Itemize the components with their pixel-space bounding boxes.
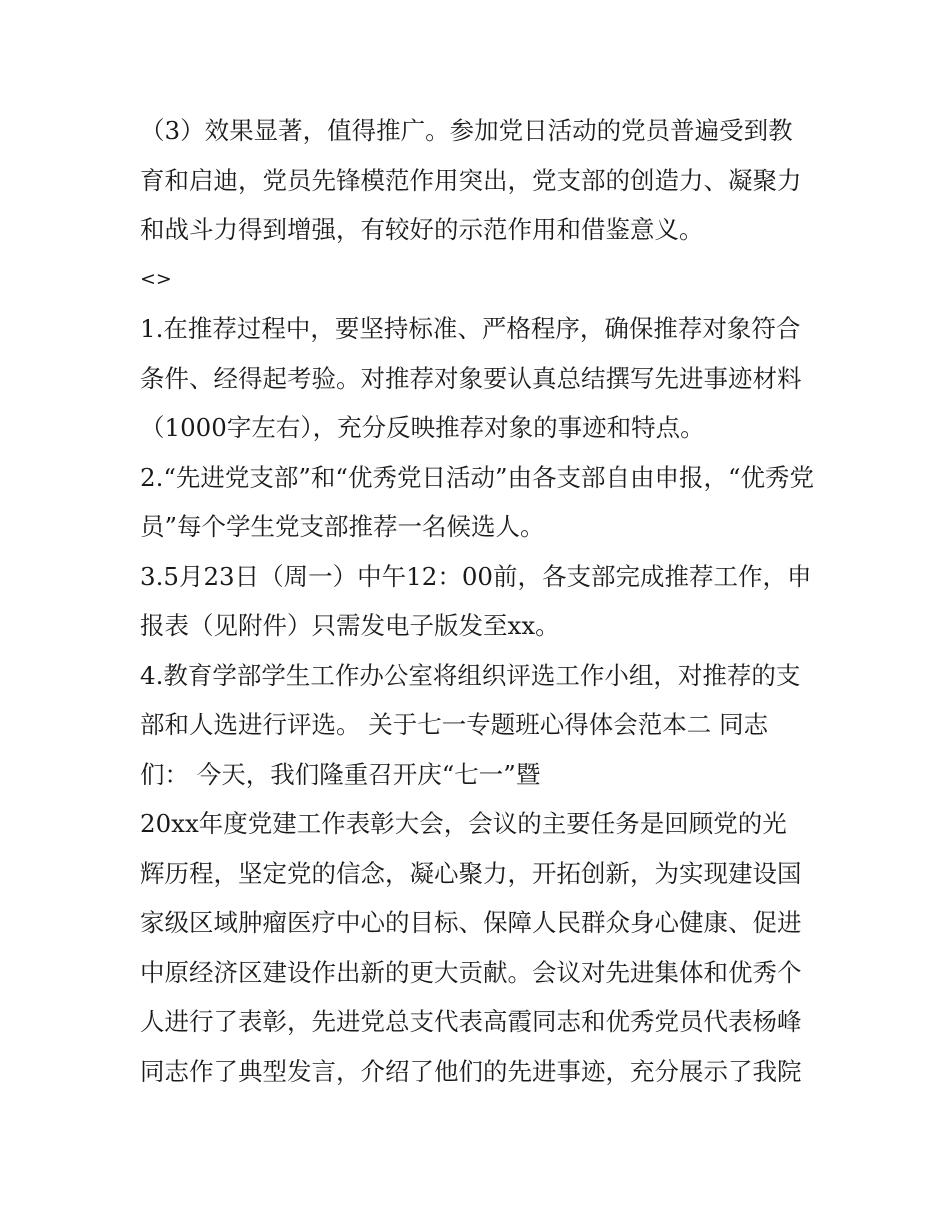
text-line: 20xx年度党建工作表彰大会，会议的主要任务是回顾党的光 [140, 809, 787, 838]
text-line: （3）效果显著，值得推广。参加党日活动的党员普遍受到教 [140, 116, 793, 145]
text-line: <> [140, 267, 172, 290]
text-line: 们： 今天，我们隆重召开庆“七一”暨 [140, 759, 541, 789]
text-line: 和战斗力得到增强，有较好的示范作用和借鉴意义。 [140, 215, 704, 244]
text-line: 1.在推荐过程中，要坚持标准、严格程序，确保推荐对象符合 [140, 314, 801, 343]
text-line: 中原经济区建设作出新的更大贡献。会议对先进集体和优秀个 [140, 957, 802, 987]
text-line: 部和人选进行评选。 关于七一专题班心得体会范本二 同志 [140, 710, 769, 739]
text-line: 4.教育学部学生工作办公室将组织评选工作小组，对推荐的支 [140, 660, 801, 690]
text-line: 同志作了典型发言，介绍了他们的先进事迹，充分展示了我院 [140, 1056, 802, 1086]
text-line: 员”每个学生党支部推荐一名候选人。 [140, 512, 545, 541]
text-line: 人进行了表彰，先进党总支代表高霞同志和优秀党员代表杨峰 [140, 1007, 802, 1036]
document-body [140, 106, 830, 1096]
text-line: 辉历程，坚定党的信念，凝心聚力，开拓创新，为实现建设国 [140, 858, 802, 888]
text-line: 2.“先进党支部”和“优秀党日活动”由各支部自由申报，“优秀党 [140, 462, 814, 492]
text-line: 3.5月23日（周一）中午12：00前，各支部完成推荐工作，申 [140, 561, 812, 591]
text-line: 育和启迪，党员先锋模范作用突出，党支部的创造力、凝聚力 [140, 165, 802, 195]
text-line: 条件、经得起考验。对推荐对象要认真总结撰写先进事迹材料 [140, 363, 802, 393]
text-line: 报表（见附件）只需发电子版发至xx。 [140, 611, 560, 640]
text-line: 家级区域肿瘤医疗中心的目标、保障人民群众身心健康、促进 [140, 908, 802, 937]
text-line: （1000字左右），充分反映推荐对象的事迹和特点。 [140, 413, 705, 442]
